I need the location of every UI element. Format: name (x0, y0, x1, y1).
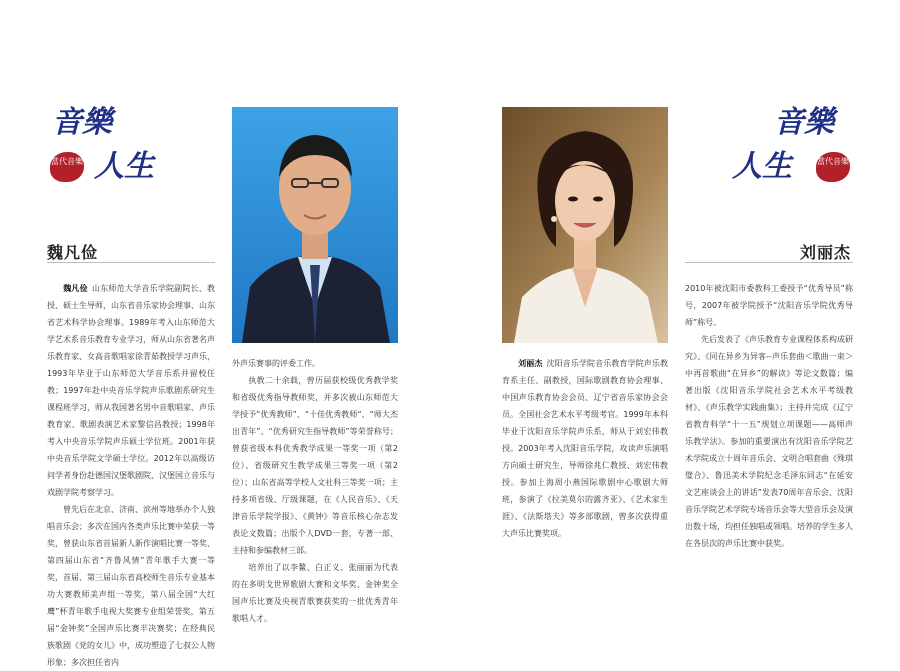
music-life-logo-right (728, 105, 858, 198)
left-bio-col2-paragraph-2 (232, 372, 398, 559)
left-bio-column-1 (47, 280, 215, 671)
logo-seal-text: 當代音樂 (51, 157, 83, 166)
logo-right-title-line2: 人生 (732, 149, 792, 184)
logo-title-line1: 音樂 (52, 105, 112, 140)
logo-right-seal-text: 當代音樂 (817, 157, 849, 166)
left-bio-text-2: 曾先后在北京、济南、滨州等地举办个人独唱音乐会；多次在国内各类声乐比赛中荣获一等奖，曾获山东省首届新人新作演唱比赛一等奖、第四届山东省“齐鲁风情”青年歌手大赛一等奖，首届、第三届山东省高校师生音乐专业基本功大赛教师美声组一等奖，第八届全国“大红鹰”杯青年歌手电视大奖赛专业组荣誉奖，第五届“金钟奖”全国声乐比赛半决赛奖；在经典民族歌剧《党的女儿》中，成功塑造了七叔公人物形象；多次担任省内 (47, 505, 215, 667)
left-bio-paragraph-2 (47, 501, 215, 671)
right-profile-name: 刘丽杰 (800, 243, 852, 262)
right-name-divider (685, 262, 853, 263)
right-bio-col2-text-2: 先后发表了《声乐教育专业课程体系构成研究》、《同在异乡为异客--声乐套曲＜歌曲一束＞中再首歌曲“在异乡”的解读》等论文数篇；编著出版《沈阳音乐学院社会艺术水平考级教材》、《声乐教学实践曲集》；主持并完成《辽宁省教育科学“十一五”规划立项课题——高师声乐教学法》。参加的重要演出有沈阳音乐学院艺术学院成立十周年音乐会、文明合唱套曲《殊琪璧合》、鲁迅美术学院纪念毛泽东同志“在延安文艺座谈会上的讲话”发表70周年音乐会、沈阳音乐学院艺术学院专场音乐会等大型音乐会及演出数十场，均担任独唱或领唱。培养的学生多人在各层次的声乐比赛中获奖。 (685, 335, 853, 548)
right-bio-col2-paragraph-1: 2010年被沈阳市委教科工委授予“优秀导员”称号，2007年被学院授予“沈阳音乐学院优秀导师”称号。 (685, 284, 853, 327)
logo-right-title-line1: 音樂 (774, 105, 834, 140)
right-bio-column-1 (502, 355, 668, 542)
left-bio-text-1: 山东师范大学音乐学院副院长、教授、硕士生导师，山东省音乐家协会理事、山东省艺术科学协会理事。1989年考入山东师范大学艺术系音乐教育专业学习，师从山东省著名声乐教育家、女高音歌唱家徐青茹教授学习声乐，1993年毕业于山东师范大学音乐系并留校任教；1997年赴中央音乐学院声乐歌剧系研究生课程班学习，师从我国著名男中音歌唱家、声乐教育家、歌剧表演艺术家黎信昌教授；1998年考入中央音乐学院声乐硕士学位班。2001年获中央音乐学院文学硕士学位。2012年以高级访问学者身份赴德国汉堡歌剧院、汉堡国立音乐与戏剧学院考察学习。 (47, 284, 216, 497)
left-bio-col2-paragraph-1: 外声乐赛事的评委工作。 (232, 359, 320, 368)
left-profile-name: 魏凡俭 (47, 243, 99, 262)
right-bio-text-1: 沈阳音乐学院音乐教育学院声乐教育系主任、副教授，国际歌剧教育协会理事、中国声乐教育协会会员、辽宁省音乐家协会会员。全国社会艺术水平考级考官。1999年本科毕业于沈阳音乐学院声乐系，师从于刘宏伟教授。2003年考入沈阳音乐学院，攻读声乐演唱方向硕士研究生，导师徐兆仁教授、刘宏伟教授。参加上海周小燕国际歌剧中心歌剧大师班，参演了《拉美莫尔的露齐亚》、《艺术家生涯》、《法斯塔夫》等多部歌剧，曾多次获得重大声乐比赛奖项。 (502, 359, 668, 538)
left-name-divider (47, 262, 215, 263)
left-bio-column-2 (232, 355, 398, 627)
music-life-logo-left (46, 105, 176, 198)
left-bio-col2-paragraph-3 (232, 559, 398, 627)
right-bio-column-2 (685, 280, 853, 552)
left-profile-photo (232, 107, 398, 343)
left-bio-col2-text-2: 执教二十余载，曾历届获校级优秀教学奖和省级优秀指导教师奖，并多次被山东师范大学授予“优秀教师”、“十佳优秀教师”、“师大杰出青年”、“优秀研究生指导教师”等荣誉称号；曾获省级本科优秀教学成果一等奖一项（第2位）、省级研究生教学成果三等奖一项（第2位）；山东省高等学校人文社科三等奖一项；主持多项省级、厅级课题，在《人民音乐》、《天津音乐学院学报》、《黄钟》等音乐核心杂志发表论文数篇；出版个人DVD一套，专著一部、主持和参编教材三部。 (232, 376, 398, 555)
logo-title-line2: 人生 (94, 149, 154, 184)
right-bio-lead-name: 刘丽杰 (518, 359, 543, 368)
right-bio-col2-paragraph-2 (685, 331, 853, 552)
right-bio-paragraph-1 (502, 355, 668, 542)
logo-seal (50, 152, 84, 182)
left-bio-lead-name: 魏凡俭 (63, 284, 88, 293)
right-profile-photo (502, 107, 668, 343)
left-bio-col2-text-3: 培养出了以李鳌、白正义、张丽丽为代表的在多明戈世界歌剧大赛和文华奖、金钟奖全国声乐比赛及央视青歌赛获奖的一批优秀青年歌唱人才。 (232, 563, 398, 623)
logo-right-seal (816, 152, 850, 182)
left-bio-paragraph-1 (47, 280, 215, 501)
